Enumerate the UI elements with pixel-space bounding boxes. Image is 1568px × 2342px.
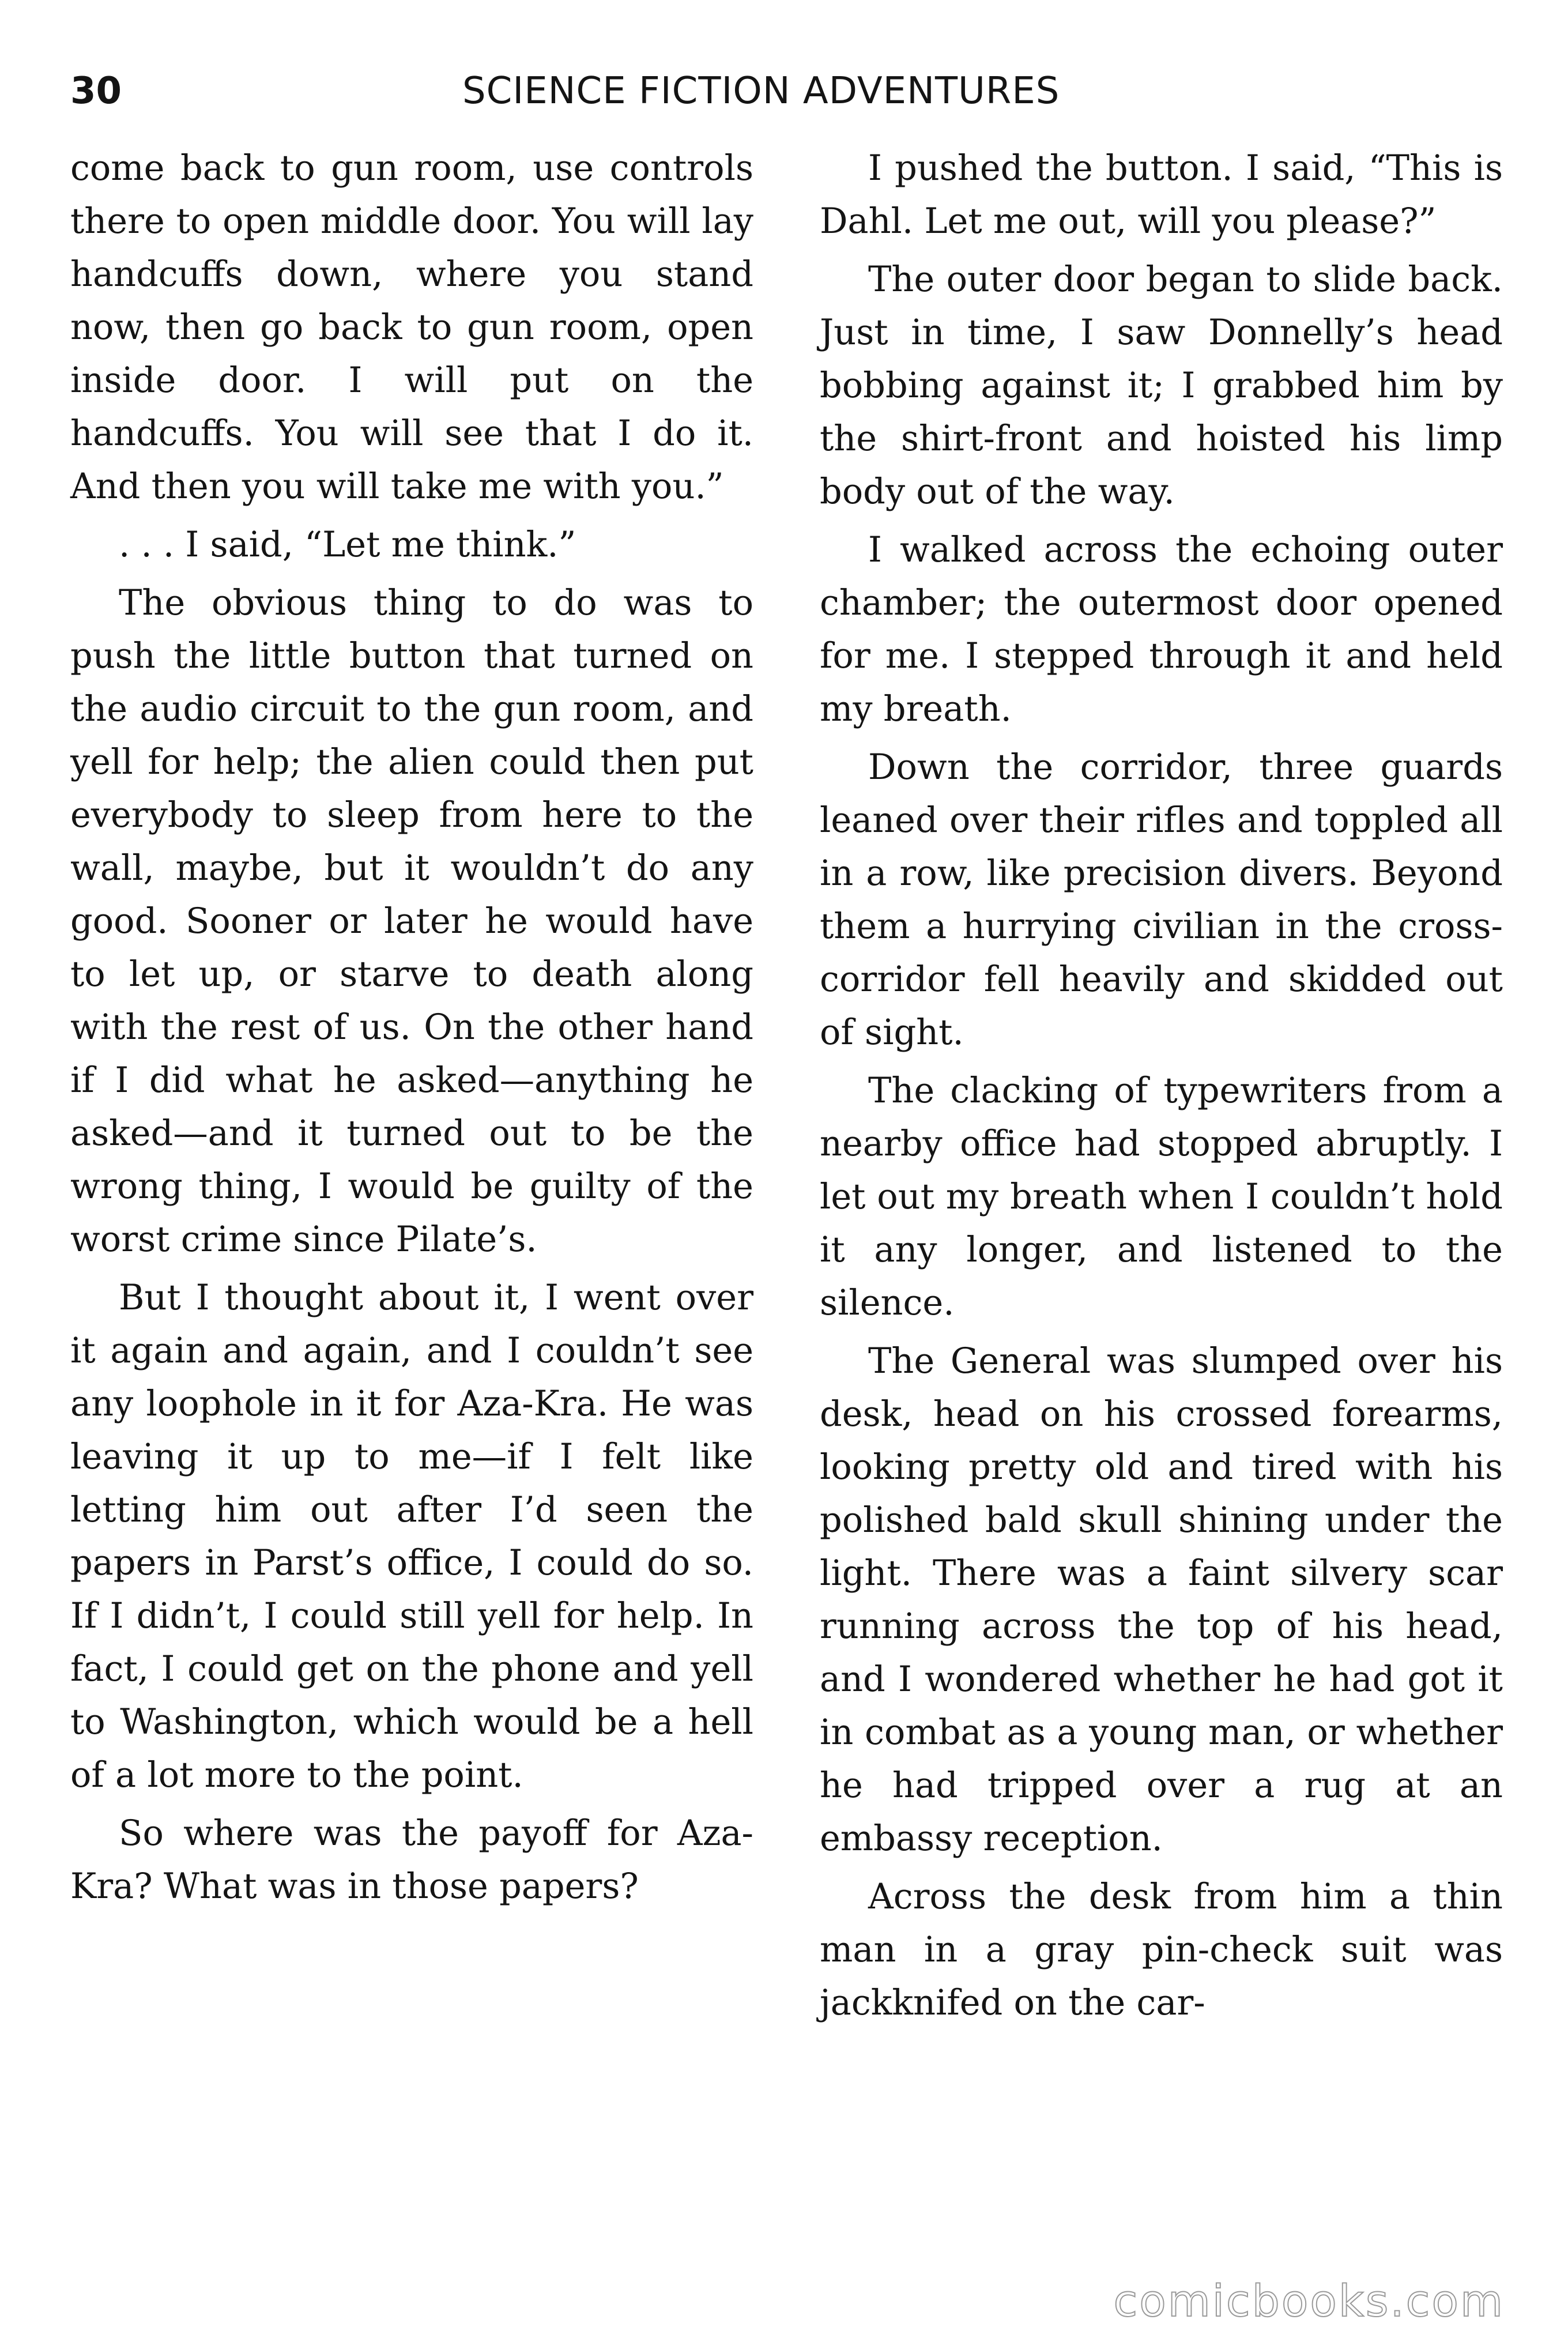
watermark: comicbooks.com — [1113, 2275, 1505, 2326]
page-number: 30 — [70, 70, 122, 112]
page-header — [70, 62, 1500, 126]
paragraph: The obvious thing to do was to push the little button that turned on the audio circuit to the gun room, and yell for help; the alien could then put everybody to sleep from here to the wall, maybe, but it wouldn’t do any good. Sooner or later he would have to let up, or starve to death along with the rest of us. On the other hand if I did what he asked—anything he asked—and it turned out to be the wrong thing, I would be guilty of the worst crime since Pilate’s. — [70, 583, 753, 1260]
paragraph: I walked across the echoing outer chamber; the outermost door opened for me. I stepped through it and held my breath. — [820, 530, 1503, 729]
paragraph: The clacking of typewriters from a nearby office had stopped abruptly. I let out my breath when I couldn’t hold it any longer, and listened to the silence. — [820, 1071, 1503, 1323]
paragraph: Down the corridor, three guards leaned over their rifles and toppled all in a row, like precision divers. Beyond them a hurrying civilian in the cross-corridor fell heavily and skidded out of sight. — [820, 747, 1503, 1053]
paragraph: The General was slumped over his desk, head on his crossed forearms, looking pretty old and tired with his polished bald skull shining under the light. There was a faint silvery scar running across the top of his head, and I wondered whether he had got it in combat as a young man, or whether he had tripped over a rug at an embassy reception. — [820, 1341, 1503, 1859]
running-head: SCIENCE FICTION ADVENTURES — [462, 70, 1060, 112]
paragraph: come back to gun room, use controls there to open middle door. You will lay handcuffs down, where you stand now, then go back to gun room, open inside door. I will put on the handcuffs. You will see that I do it. And then you will take me with you.” — [70, 148, 753, 507]
left-text-column — [70, 142, 753, 1918]
paragraph: Across the desk from him a thin man in a gray pin-check suit was jackknifed on the car- — [820, 1877, 1503, 2023]
right-text-column — [820, 142, 1503, 2035]
paragraph: The outer door began to slide back. Just in time, I saw Donnelly’s head bobbing against it; I grabbed him by the shirt-front and hoisted his limp body out of the way. — [820, 259, 1503, 512]
paragraph: So where was the payoff for Aza-Kra? What was in those papers? — [70, 1813, 753, 1907]
paragraph: But I thought about it, I went over it again and again, and I couldn’t see any loophole in it for Aza-Kra. He was leaving it up to me—if I felt like letting him out after I’d seen the papers in Parst’s office, I could do so. If I didn’t, I could still yell for help. In fact, I could get on the phone and yell to Washington, which would be a hell of a lot more to the point. — [70, 1278, 753, 1795]
paragraph: I pushed the button. I said, “This is Dahl. Let me out, will you please?” — [820, 148, 1503, 242]
paragraph: . . . I said, “Let me think.” — [119, 525, 576, 565]
